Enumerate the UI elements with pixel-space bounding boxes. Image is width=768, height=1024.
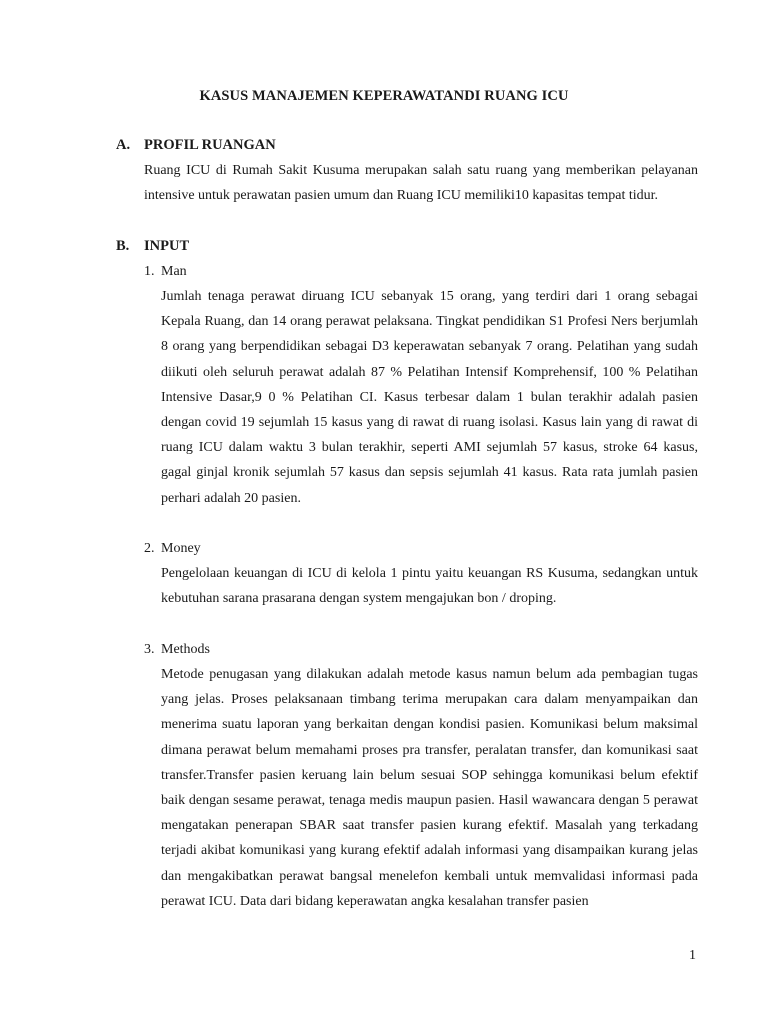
item-methods-number: 3. [144,642,155,657]
section-b-heading [116,238,189,255]
section-a-heading [116,137,276,154]
page-number: 1 [689,948,696,963]
section-a-paragraph: Ruang ICU di Rumah Sakit Kusuma merupakan salah satu ruang yang memberikan pelayanan intensive untuk perawatan pasien umum dan Ruang ICU memiliki10 kapasitas tempat tidur. [144,163,698,204]
item-man-heading [144,264,187,280]
item-money-paragraph: Pengelolaan keuangan di ICU di kelola 1 pintu yaitu keuangan RS Kusuma, sedangkan untuk kebutuhan sarana prasarana dengan system mengajukan bon / droping. [161,566,698,607]
section-a-letter: A. [116,137,131,153]
item-money-number: 2. [144,541,155,556]
item-methods-paragraph: Metode penugasan yang dilakukan adalah metode kasus namun belum ada pembagian tugas yang jelas. Proses pelaksanaan timbang terima merupakan cara dalam menyampaikan dan menerima suatu laporan yang berkaitan dengan kondisi pasien. Komunikasi belum maksimal dimana perawat belum memahami proses pra transfer, peralatan transfer, dan komunikasi saat transfer.Transfer pasien keruang lain belum sesuai SOP sehingga komunikasi belum efektif baik dengan sesame perawat, tenaga medis maupun pasien. Hasil wawancara dengan 5 perawat mengatakan penerapan SBAR saat transfer pasien kurang efektif. Masalah yang terkadang terjadi akibat komunikasi yang kurang efektif adalah informasi yang disampaikan kurang jelas dan mengakibatkan perawat bangsal menelefon kembali untuk memvalidasi informasi pada perawat ICU. Data dari bidang keperawatan angka kesalahan transfer pasien [161,667,698,909]
section-b-title: INPUT [144,238,190,254]
document-title: KASUS MANAJEMEN KEPERAWATANDI RUANG ICU [199,88,569,104]
item-man-paragraph: Jumlah tenaga perawat diruang ICU sebanyak 15 orang, yang terdiri dari 1 orang sebagai Kepala Ruang, dan 14 orang perawat pelaksana. Tingkat pendidikan S1 Profesi Ners berjumlah 8 orang yang berpendidikan sebagai D3 keperawatan sebanyak 7 orang. Pelatihan yang sudah diikuti oleh seluruh perawat adalah 87 % Pelatihan Intensif Komprehensif, 100 % Pelatihan Intensive Dasar,9 0 % Pelatihan CI. Kasus terbesar dalam 1 bulan terakhir adalah pasien dengan covid 19 sejumlah 15 kasus yang di rawat di ruang isolasi. Kasus lain yang di rawat di ruang ICU dalam waktu 3 bulan terakhir, seperti AMI sejumlah 57 kasus, stroke 64 kasus, gagal ginjal kronik sejumlah 57 kasus dan sepsis sejumlah 41 kasus. Rata rata jumlah pasien perhari adalah 20 pasien. [161,289,698,506]
item-methods-title: Methods [161,642,210,657]
section-b-letter: B. [116,238,130,254]
item-man-number: 1. [144,264,155,279]
item-methods-heading [144,642,210,658]
item-man-title: Man [161,264,187,279]
item-money-title: Money [161,541,201,556]
section-a-title: PROFIL RUANGAN [144,137,276,153]
item-money-heading [144,541,201,557]
